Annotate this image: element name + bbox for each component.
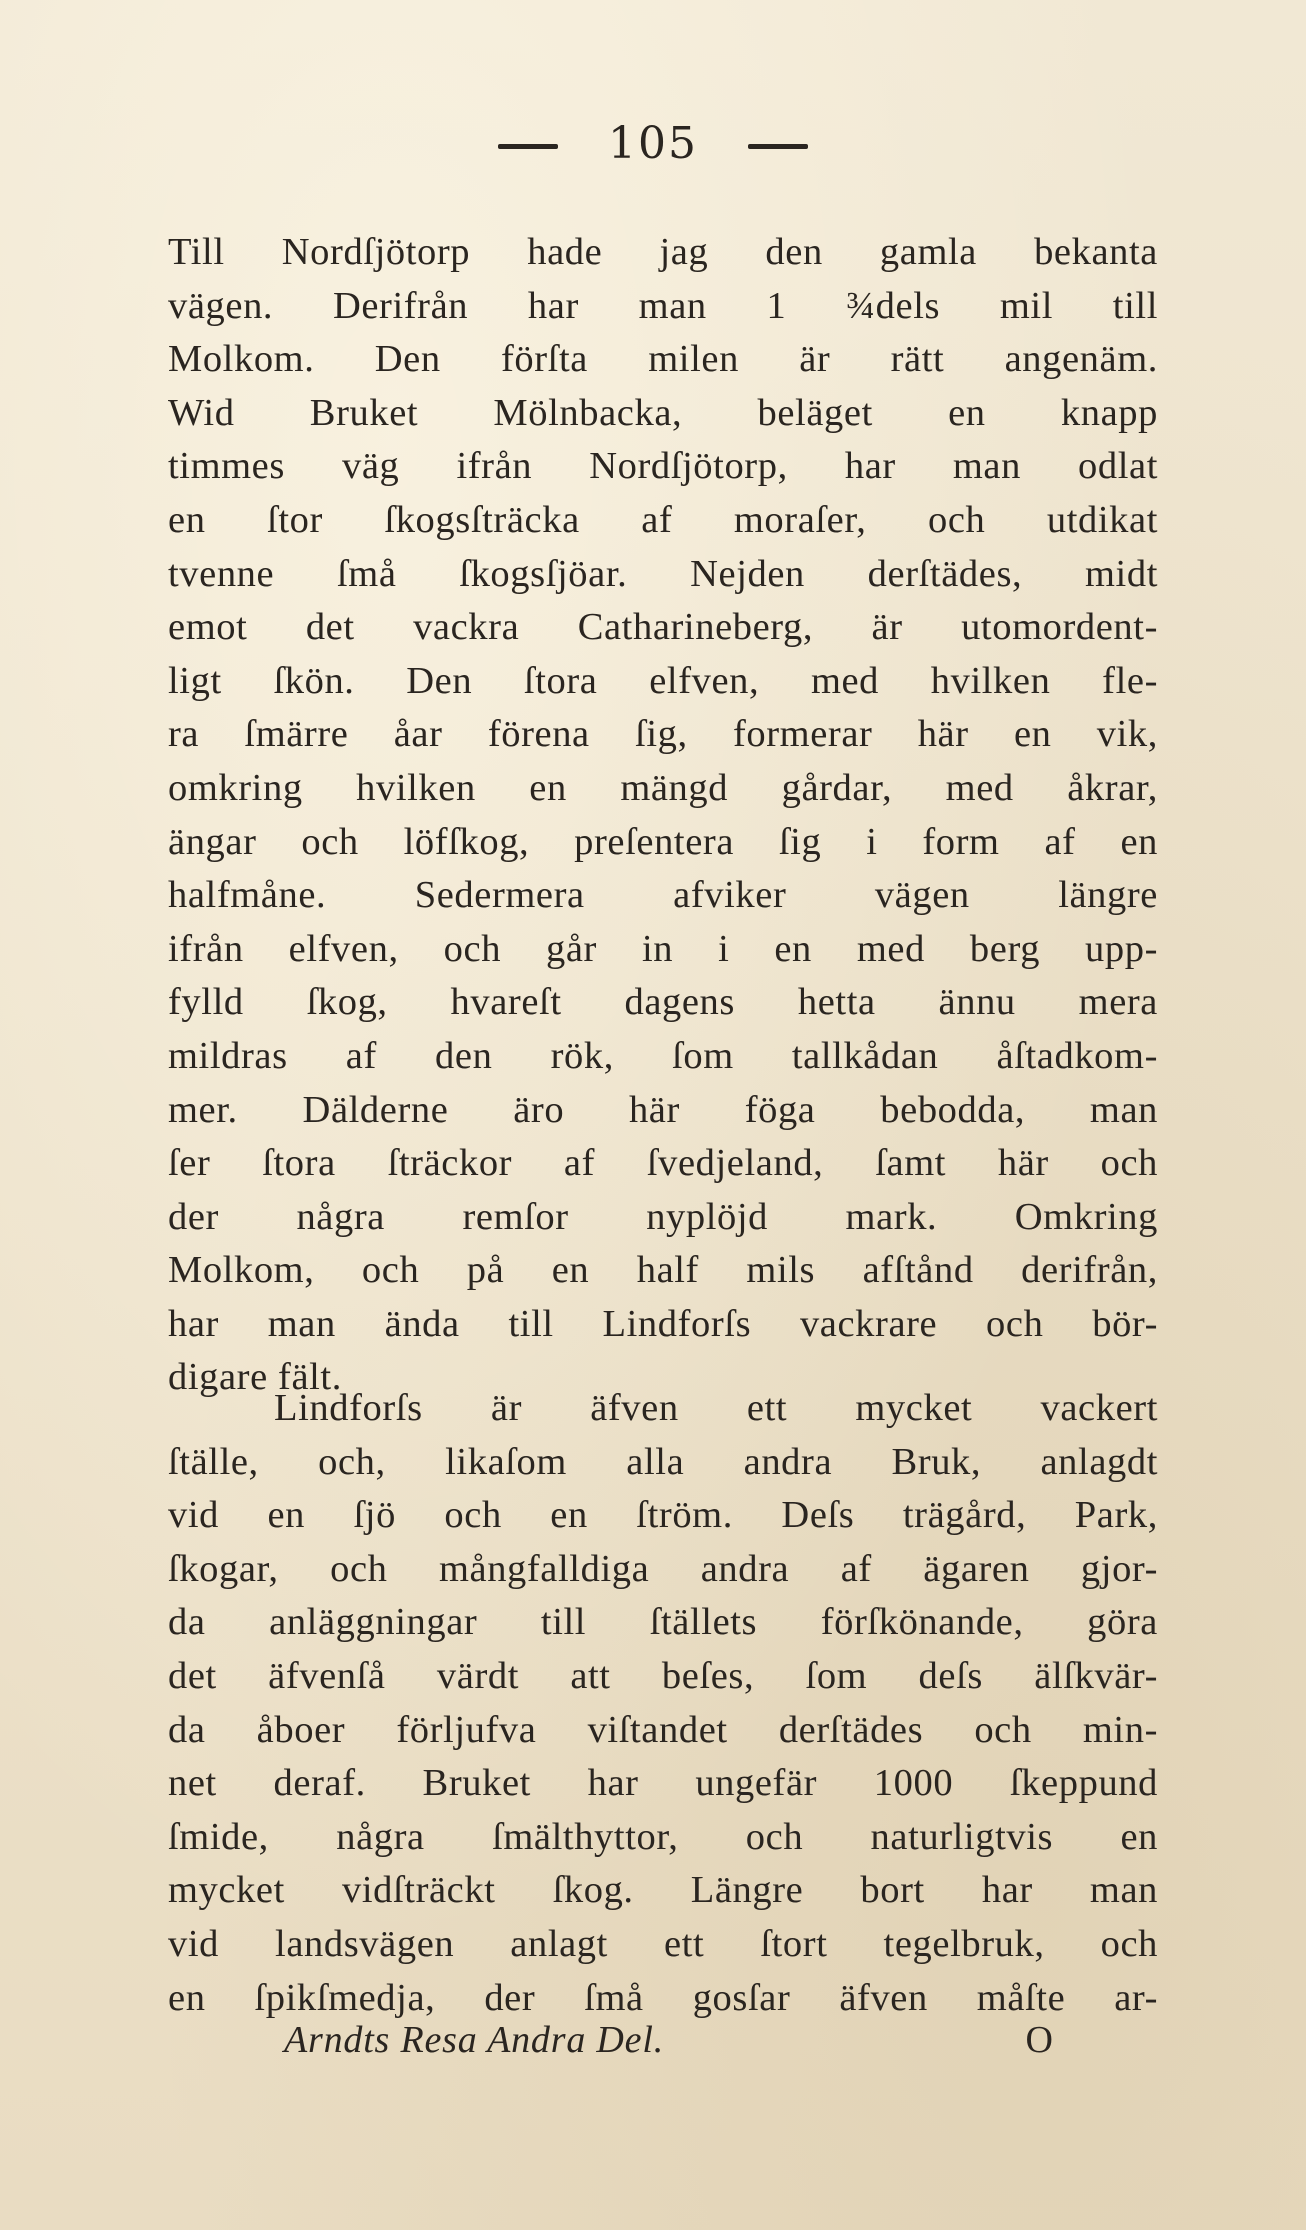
text-line: mer. Dälderne äro här föga bebodda, man — [168, 1088, 1158, 1131]
paragraph-2 — [168, 1382, 1158, 2025]
paragraph-1 — [168, 226, 1158, 1405]
text-line: det äfvenſå värdt att beſes, ſom deſs älſkvär- — [168, 1654, 1158, 1697]
signature-title: Arndts Resa Andra Del. — [284, 2019, 664, 2061]
text-line: der några remſor nyplöjd mark. Omkring — [168, 1195, 1158, 1238]
text-line: mildras af den rök, ſom tallkådan åſtadkom- — [168, 1034, 1158, 1077]
text-line: net deraf. Bruket har ungefär 1000 ſkeppund — [168, 1762, 1158, 1805]
text-line: tvenne ſmå ſkogsſjöar. Nejden derſtädes, midt — [168, 552, 1158, 595]
text-line: da anläggningar till ſtällets förſkönande, göra — [168, 1601, 1158, 1644]
text-line: Lindforſs är äfven ett mycket vackert — [274, 1387, 1158, 1429]
text-line: ra ſmärre åar förena ſig, formerar här en vik, — [168, 713, 1158, 756]
text-line: ſer ſtora ſträckor af ſvedjeland, ſamt här och — [168, 1142, 1158, 1185]
page-number: 105 — [608, 118, 698, 169]
text-line: Molkom. Den förſta milen är rätt angenäm. — [168, 338, 1158, 381]
text-line: ligt ſkön. Den ſtora elfven, med hvilken fle- — [168, 659, 1158, 702]
text-line: vid en ſjö och en ſtröm. Deſs trägård, Park, — [168, 1494, 1158, 1537]
text-line: digare fält. — [168, 1356, 342, 1399]
page-header — [0, 118, 1306, 169]
text-line: vid landsvägen anlagt ett ſtort tegelbruk, och — [168, 1922, 1158, 1965]
text-line: Till Nordſjötorp hade jag den gamla bekanta — [168, 231, 1158, 273]
text-line: ſtälle, och, likaſom alla andra Bruk, anlagdt — [168, 1440, 1158, 1483]
text-line: ſmide, några ſmälthyttor, och naturligtvis en — [168, 1815, 1158, 1858]
text-line: vägen. Derifrån har man 1 ¾dels mil till — [168, 284, 1158, 327]
text-line: ſkogar, och mångfalldiga andra af ägaren gjor- — [168, 1547, 1158, 1590]
header-dash-left — [498, 144, 558, 149]
text-line: Wid Bruket Mölnbacka, beläget en knapp — [168, 391, 1158, 434]
page-footer — [284, 2018, 1074, 2078]
text-line: en ſtor ſkogsſträcka af moraſer, och utdikat — [168, 498, 1158, 541]
signature-mark: O — [1025, 2019, 1054, 2061]
text-line: omkring hvilken en mängd gårdar, med åkrar, — [168, 766, 1158, 809]
header-dash-right — [748, 144, 808, 149]
text-line: mycket vidſträckt ſkog. Längre bort har man — [168, 1869, 1158, 1912]
text-line: da åboer förljufva viſtandet derſtädes och min- — [168, 1708, 1158, 1751]
text-line: en ſpikſmedja, der ſmå gosſar äfven måſte ar- — [168, 1976, 1158, 2019]
text-line: Molkom, och på en half mils afſtånd derifrån, — [168, 1249, 1158, 1292]
text-line: fylld ſkog, hvareſt dagens hetta ännu mera — [168, 981, 1158, 1024]
text-line: emot det vackra Catharineberg, är utomordent- — [168, 606, 1158, 649]
text-line: halfmåne. Sedermera afviker vägen längre — [168, 874, 1158, 917]
text-line: har man ända till Lindforſs vackrare och bör- — [168, 1302, 1158, 1345]
text-line: ifrån elfven, och går in i en med berg upp- — [168, 927, 1158, 970]
text-line: timmes väg ifrån Nordſjötorp, har man odlat — [168, 445, 1158, 488]
text-line: ängar och löfſkog, preſentera ſig i form af en — [168, 820, 1158, 863]
